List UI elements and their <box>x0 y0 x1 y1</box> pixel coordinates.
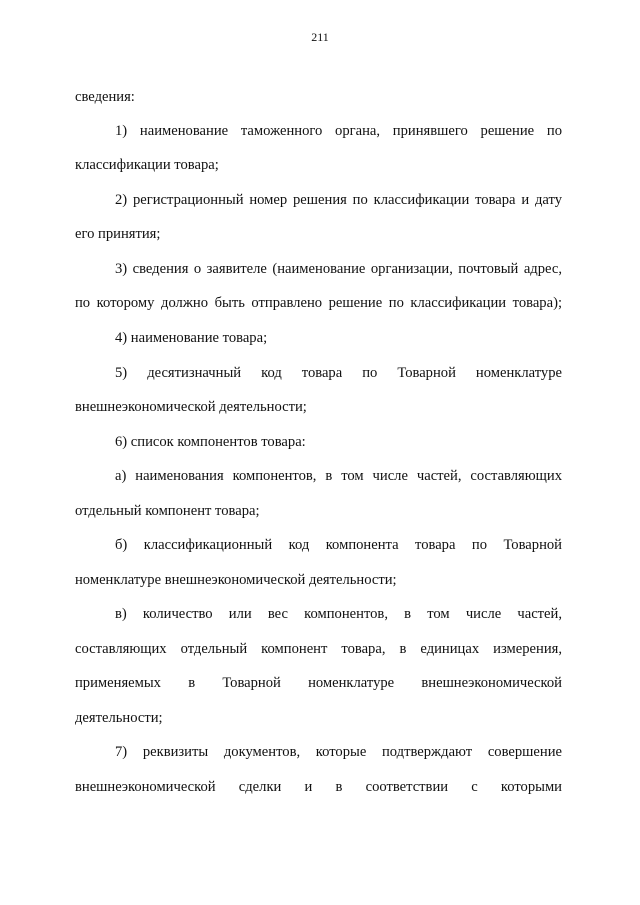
text-line: по которому должно быть отправлено решение по классификации товара); <box>75 295 562 311</box>
page-number: 211 <box>311 30 329 44</box>
text-line: 3) сведения о заявителе (наименование организации, почтовый адрес, <box>115 261 562 277</box>
text-line: применяемых в Товарной номенклатуре внешнеэкономической <box>75 675 562 691</box>
text-line: 7) реквизиты документов, которые подтверждают совершение <box>115 744 562 760</box>
text-line: внешнеэкономической сделки и в соответствии с которыми <box>75 779 562 795</box>
text-line: его принятия; <box>75 226 161 242</box>
text-line: составляющих отдельный компонент товара, в единицах измерения, <box>75 641 562 657</box>
text-line: 6) список компонентов товара: <box>115 434 306 450</box>
text-line: номенклатуре внешнеэкономической деятельности; <box>75 572 397 588</box>
text-line: классификации товара; <box>75 157 219 173</box>
text-line: деятельности; <box>75 710 163 726</box>
text-line: отдельный компонент товара; <box>75 503 260 519</box>
text-line: б) классификационный код компонента товара по Товарной <box>115 537 562 553</box>
text-line: а) наименования компонентов, в том числе частей, составляющих <box>115 468 562 484</box>
text-line: 1) наименование таможенного органа, принявшего решение по <box>115 123 562 139</box>
text-line: внешнеэкономической деятельности; <box>75 399 307 415</box>
text-line: 4) наименование товара; <box>115 330 268 346</box>
text-line: 5) десятизначный код товара по Товарной номенклатуре <box>115 365 562 381</box>
text-line: сведения: <box>75 89 135 105</box>
text-line: в) количество или вес компонентов, в том числе частей, <box>115 606 562 622</box>
text-line: 2) регистрационный номер решения по классификации товара и дату <box>115 192 562 208</box>
